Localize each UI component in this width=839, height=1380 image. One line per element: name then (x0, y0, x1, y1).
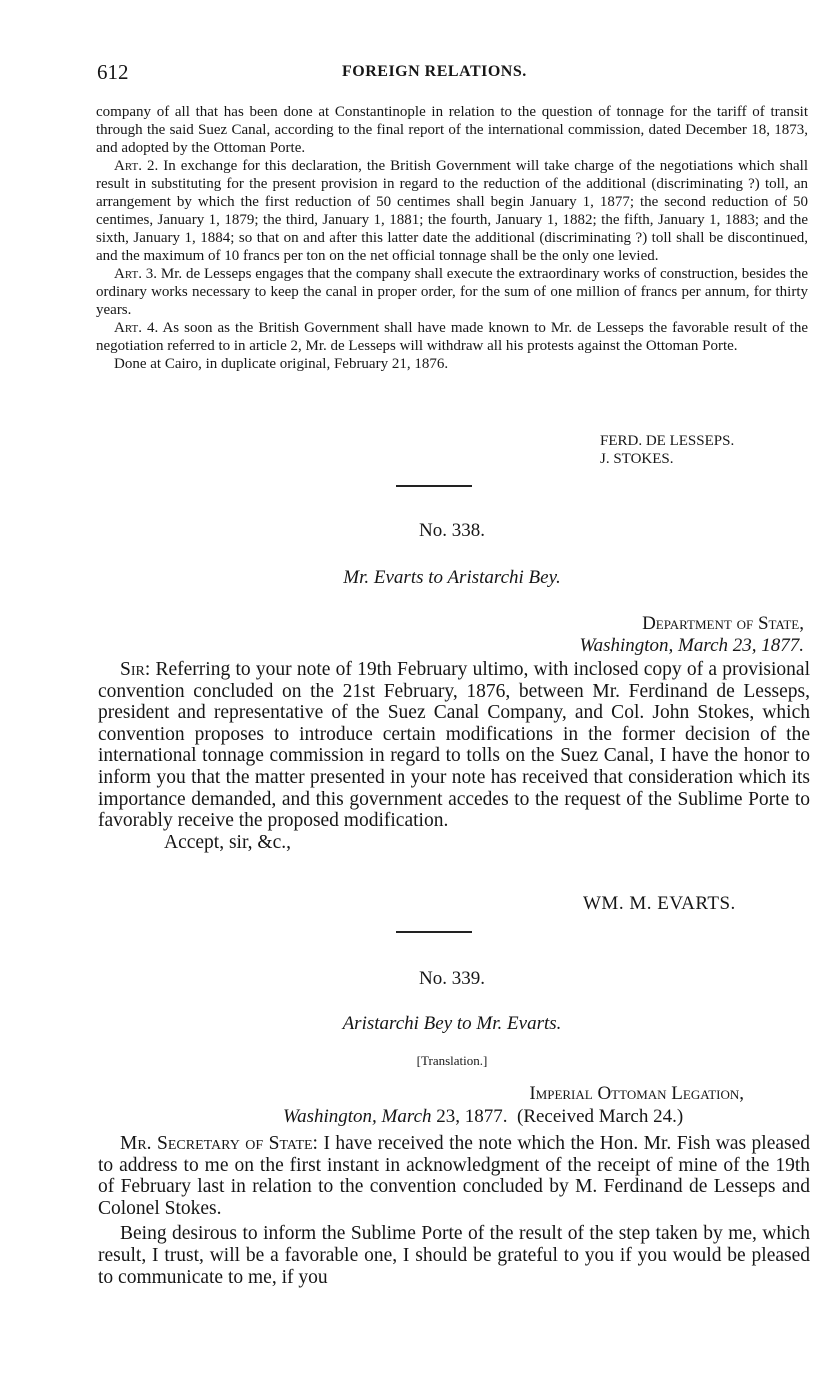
article-4 (96, 319, 808, 355)
letter-paragraph (98, 659, 810, 832)
salutation: Mr. Secretary of State: (120, 1133, 318, 1154)
letter-body-339 (98, 1133, 810, 1288)
section-divider (396, 485, 472, 487)
document-title-338: Mr. Evarts to Aristarchi Bey. (343, 567, 561, 588)
signatory-2: J. STOKES. (600, 451, 674, 467)
document-title-339: Aristarchi Bey to Mr. Evarts. (342, 1013, 562, 1034)
salutation: Sir: (120, 659, 151, 680)
article-text: In exchange for this declaration, the British Government will take charge of the negotiations which shall result in substituting for the present provision in regard to the reduction of the additional (discriminating ?) toll, an arrangement by which the first reduction of 50 centimes shall begin January 1, 1877; the second reduction of 50 centimes, January 1, 1879; the third, January 1, 1881; the fourth, January 1, 1882; the fifth, January 1, 1883; and the sixth, January 1, 1884; so that on and after this latter date the additional (discriminating ?) toll shall be discontinued, and the maximum of 10 francs per ton on the net official tonnage shall be the only one levied. (96, 158, 808, 264)
article-label: Art. 2. (114, 158, 159, 174)
letter-text: I have received the note which the Hon. Mr. Fish was pleased to address to me on the first instant in acknowledgment of the receipt of mine of the 19th of February last in relation to the convention concluded by M. Ferdinand de Lesseps and Colonel Stokes. (98, 1133, 811, 1219)
place: Washington, (283, 1106, 377, 1127)
date-month: March (381, 1106, 432, 1127)
page-header (97, 60, 719, 90)
letter-text: Referring to your note of 19th February ultimo, with inclosed copy of a provisional convention concluded on the 21st February, 1876, between Mr. Ferdinand de Lesseps, president and representative of the Suez Canal Company, and Col. John Stokes, which convention proposes to introduce certain modifications in the former decision of the international tonnage commission in regard to tolls on the Suez Canal, I have the honor to inform you that the matter presented in your note has received that consideration which its importance demanded, and this government accedes to the request of the Sublime Porte to favorably receive the proposed modification. (98, 659, 810, 832)
article-2 (96, 157, 808, 265)
received-note: (Received March 24.) (517, 1106, 684, 1127)
running-title: FOREIGN RELATIONS. (342, 63, 527, 80)
legation-line (529, 1083, 744, 1105)
letter-paragraph (98, 1133, 810, 1219)
document-number-338: No. 338. (419, 520, 485, 541)
translation-note: [Translation.] (416, 1053, 488, 1068)
origin-line: Department of State, (642, 613, 804, 634)
origin-line: Imperial Ottoman Legation, (529, 1083, 744, 1104)
signature-338: WM. M. EVARTS. (583, 893, 736, 914)
article-3 (96, 265, 808, 319)
letter-body-338 (98, 659, 810, 853)
place-date-line: Washington, March 23, 1877. (579, 635, 804, 656)
letter-paragraph: Being desirous to inform the Sublime Porte of the result of the step taken by me, which result, I trust, will be a favorable one, I should be grateful to you if you would be pleased to communicate to me, if you (98, 1223, 810, 1288)
enclosure-paragraph: company of all that has been done at Constantinople in relation to the question of tonnage for the tariff of transit through the said Suez Canal, according to the final report of the international commission, dated December 18, 1873, and adopted by the Ottoman Porte. (96, 104, 808, 156)
article-label: Art. 4. (114, 320, 159, 336)
section-divider (396, 931, 472, 933)
signatory-1: FERD. DE LESSEPS. (600, 433, 735, 449)
place-date-line-339 (283, 1106, 683, 1128)
done-at-line: Done at Cairo, in duplicate original, February 21, 1876. (114, 356, 449, 372)
letterhead-338 (580, 613, 804, 657)
date-rest: 23, 1877. (436, 1106, 508, 1127)
article-label: Art. 3. (114, 266, 158, 282)
closing-line: Accept, sir, &c., (164, 831, 292, 853)
enclosure-text (96, 103, 808, 373)
document-number-339: No. 339. (419, 968, 485, 989)
article-text: As soon as the British Government shall have made known to Mr. de Lesseps the favorable result of the negotiation referred to in article 2, Mr. de Lesseps will withdraw all his protests against the Ottoman Porte. (96, 320, 808, 354)
page-number: 612 (97, 60, 129, 84)
article-text: Mr. de Lesseps engages that the company shall execute the extraordinary works of construction, besides the ordinary works necessary to keep the canal in proper order, for the sum of one million of francs per annum, for thirty years. (96, 266, 809, 318)
